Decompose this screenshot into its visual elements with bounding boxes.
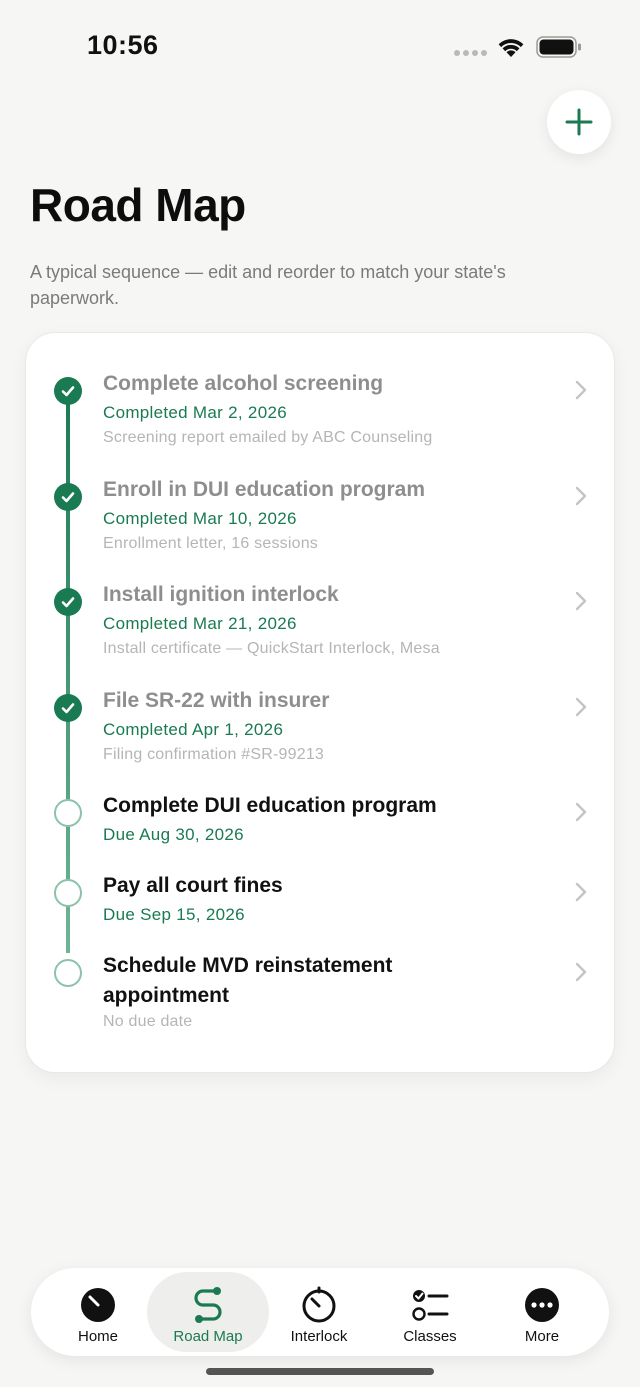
completed-check-icon bbox=[54, 377, 82, 405]
step-date: Completed Mar 21, 2026 bbox=[103, 614, 297, 633]
pending-circle-icon bbox=[54, 959, 82, 987]
step-note: Filing confirmation #SR-99213 bbox=[103, 746, 325, 763]
wifi-icon bbox=[496, 35, 526, 59]
speedometer-icon bbox=[79, 1286, 117, 1324]
battery-icon bbox=[536, 36, 582, 58]
chevron-right-icon bbox=[574, 379, 588, 401]
step-title: Complete alcohol screening bbox=[103, 372, 384, 395]
tab-label: Road Map bbox=[173, 1328, 243, 1345]
more-icon bbox=[523, 1286, 561, 1324]
chevron-right-icon bbox=[574, 801, 588, 823]
tab-label: Home bbox=[77, 1328, 118, 1345]
step-title: Install ignition interlock bbox=[103, 583, 339, 606]
step-item[interactable] bbox=[26, 369, 616, 459]
tab-label: Classes bbox=[403, 1328, 457, 1345]
tab-label: Interlock bbox=[290, 1328, 348, 1345]
road-map-card bbox=[25, 332, 615, 1073]
step-item[interactable] bbox=[26, 475, 616, 565]
tab-road-map[interactable] bbox=[147, 1272, 269, 1352]
timer-icon bbox=[300, 1286, 338, 1324]
step-item[interactable] bbox=[26, 951, 616, 1041]
tab-home[interactable] bbox=[37, 1272, 159, 1352]
step-date: Completed Apr 1, 2026 bbox=[103, 720, 284, 739]
step-item[interactable] bbox=[26, 580, 616, 670]
page-subtitle: A typical sequence — edit and reorder to match your state's paperwork. bbox=[30, 262, 506, 308]
tab-label: More bbox=[524, 1328, 560, 1345]
status-bar bbox=[0, 0, 640, 90]
step-item[interactable] bbox=[26, 791, 616, 857]
completed-check-icon bbox=[54, 483, 82, 511]
chevron-right-icon bbox=[574, 485, 588, 507]
chevron-right-icon bbox=[574, 590, 588, 612]
step-note: No due date bbox=[103, 1013, 193, 1030]
completed-check-icon bbox=[54, 588, 82, 616]
tab-classes[interactable] bbox=[369, 1272, 491, 1352]
step-title: Complete DUI education program bbox=[103, 794, 437, 817]
tab-more[interactable] bbox=[481, 1272, 603, 1352]
cellular-signal-icon bbox=[454, 50, 488, 58]
page-title: Road Map bbox=[30, 179, 246, 231]
home-indicator bbox=[206, 1368, 434, 1375]
pending-circle-icon bbox=[54, 799, 82, 827]
step-item[interactable] bbox=[26, 871, 616, 937]
status-time: 10:56 bbox=[87, 30, 159, 60]
chevron-right-icon bbox=[574, 961, 588, 983]
step-title: Schedule MVD reinstatement appointment bbox=[103, 954, 393, 1007]
step-note: Screening report emailed by ABC Counseling bbox=[103, 429, 433, 446]
step-date: Due Sep 15, 2026 bbox=[103, 905, 245, 924]
step-date: Due Aug 30, 2026 bbox=[103, 825, 244, 844]
step-title: Enroll in DUI education program bbox=[103, 478, 426, 501]
checklist-icon bbox=[411, 1286, 449, 1324]
step-title: File SR-22 with insurer bbox=[103, 689, 330, 712]
step-note: Enrollment letter, 16 sessions bbox=[103, 535, 318, 552]
plus-icon bbox=[565, 108, 593, 136]
step-date: Completed Mar 10, 2026 bbox=[103, 509, 297, 528]
tab-interlock[interactable] bbox=[258, 1272, 380, 1352]
pending-circle-icon bbox=[54, 879, 82, 907]
step-note: Install certificate — QuickStart Interlock, Mesa bbox=[103, 640, 440, 657]
step-item[interactable] bbox=[26, 686, 616, 776]
add-step-button[interactable] bbox=[547, 90, 611, 154]
step-date: Completed Mar 2, 2026 bbox=[103, 403, 287, 422]
tab-bar bbox=[31, 1268, 609, 1356]
chevron-right-icon bbox=[574, 881, 588, 903]
route-icon bbox=[189, 1286, 227, 1324]
chevron-right-icon bbox=[574, 696, 588, 718]
step-title: Pay all court fines bbox=[103, 874, 283, 897]
completed-check-icon bbox=[54, 694, 82, 722]
